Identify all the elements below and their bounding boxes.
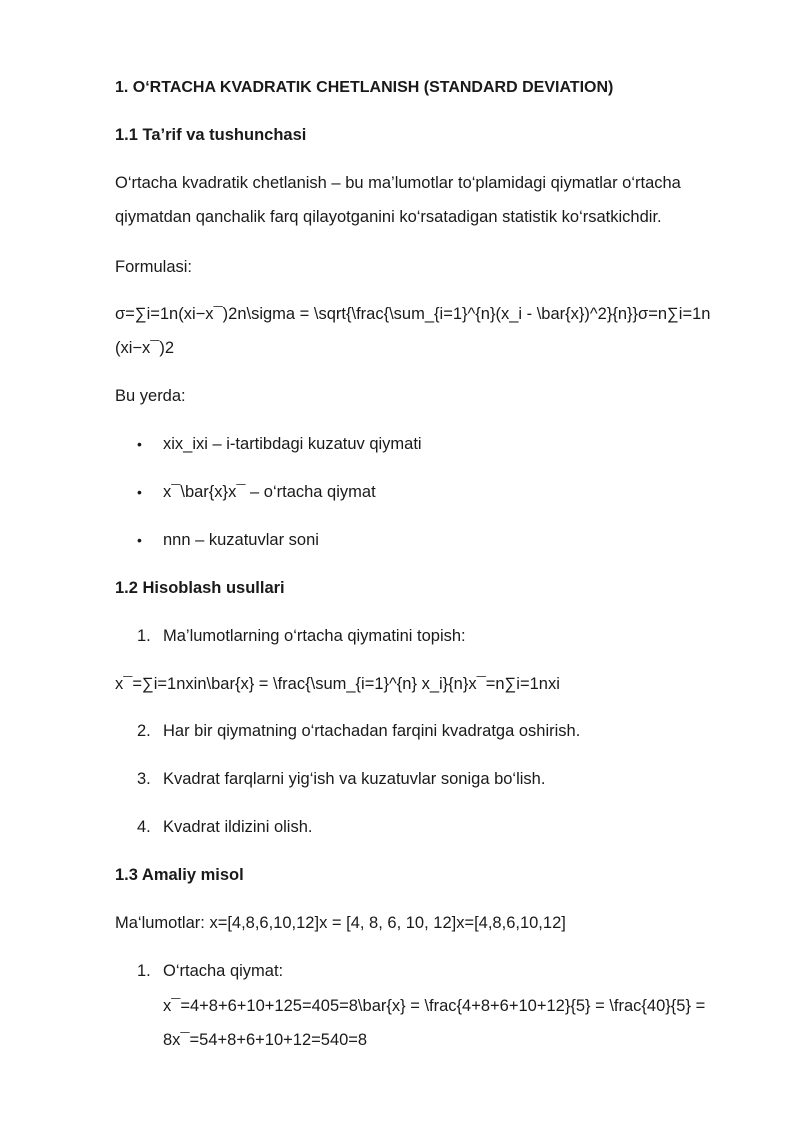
step-number: 2.	[137, 722, 151, 740]
section-heading-1-2: 1.2 Hisoblash usullari	[115, 579, 285, 597]
step-text: O‘rtacha qiymat:	[163, 962, 284, 980]
bullet-dot: •	[137, 484, 142, 500]
mean-calc-line-1: x¯=4+8+6+10+125=405=8\bar{x} = \frac{4+8+6+10+12}{5} = \frac{40}{5} =	[163, 997, 706, 1015]
bullet-text: x¯\bar{x}x¯ – o‘rtacha qiymat	[163, 483, 376, 501]
document-title: 1. O‘RTACHA KVADRATIK CHETLANISH (STANDARD DEVIATION)	[115, 79, 614, 96]
step-number: 4.	[137, 818, 151, 836]
section-heading-1-1: 1.1 Ta’rif va tushunchasi	[115, 126, 307, 144]
bullet-text: xix_ixi – i-tartibdagi kuzatuv qiymati	[163, 435, 422, 453]
where-label: Bu yerda:	[115, 387, 186, 405]
bullet-text: nnn – kuzatuvlar soni	[163, 531, 319, 549]
bullet-dot: •	[137, 436, 142, 452]
data-line: Ma‘lumotlar: x=[4,8,6,10,12]x = [4, 8, 6, 10, 12]x=[4,8,6,10,12]	[115, 914, 566, 932]
definition-paragraph-line-1: O‘rtacha kvadratik chetlanish – bu ma’lumotlar to‘plamidagi qiymatlar o‘rtacha	[115, 174, 681, 192]
std-formula-line-2: (xi−x¯)2	[115, 339, 175, 357]
std-formula-line-1: σ=∑i=1n(xi−x¯)2n\sigma = \sqrt{\frac{\sum_{i=1}^{n}(x_i - \bar{x})^2}{n}}σ=n∑i=1n	[115, 305, 711, 323]
section-heading-1-3: 1.3 Amaliy misol	[115, 866, 244, 884]
step-text: Kvadrat ildizini olish.	[163, 818, 313, 836]
mean-formula: x¯=∑i=1nxin\bar{x} = \frac{\sum_{i=1}^{n} x_i}{n}x¯=n∑i=1nxi	[115, 675, 560, 693]
mean-calc-line-2: 8x¯=54+8+6+10+12=540=8	[163, 1031, 368, 1049]
step-number: 3.	[137, 770, 151, 788]
step-number: 1.	[137, 627, 151, 645]
step-text: Ma’lumotlarning o‘rtacha qiymatini topish:	[163, 627, 466, 645]
bullet-dot: •	[137, 532, 142, 548]
step-number: 1.	[137, 962, 151, 980]
definition-paragraph-line-2: qiymatdan qanchalik farq qilayotganini ko‘rsatadigan statistik ko‘rsatkichdir.	[115, 208, 662, 226]
step-text: Har bir qiymatning o‘rtachadan farqini kvadratga oshirish.	[163, 722, 581, 740]
formula-label: Formulasi:	[115, 258, 193, 276]
step-text: Kvadrat farqlarni yig‘ish va kuzatuvlar soniga bo‘lish.	[163, 770, 546, 788]
